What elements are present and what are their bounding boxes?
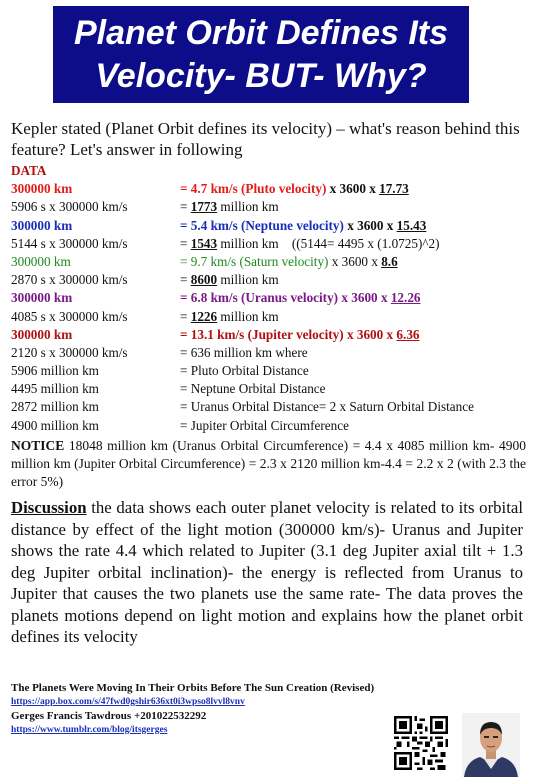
blog-link[interactable]: https://www.tumblr.com/blog/itsgerges <box>11 725 168 735</box>
row-mult: x 3600 x <box>328 253 382 269</box>
row-factor: 17.73 <box>379 181 409 197</box>
table-row <box>11 198 531 216</box>
row-left: 300000 km <box>11 253 71 269</box>
row-mult: x 3600 x <box>343 217 397 233</box>
row-left: 300000 km <box>11 217 73 233</box>
row-left: 300000 km <box>11 290 73 306</box>
row-left: 5906 s x 300000 km/s <box>11 199 128 215</box>
row-right <box>180 217 426 235</box>
row-value: = 6.8 km/s (Uranus velocity) <box>180 290 339 306</box>
table-row <box>11 344 531 362</box>
discussion-paragraph <box>11 497 523 648</box>
book-title: The Planets Were Moving In Their Orbits Before The Sun Creation (Revised) <box>11 682 375 694</box>
row-value: = <box>180 308 191 324</box>
table-row <box>11 380 531 398</box>
qr-code-icon <box>394 716 448 770</box>
row-right <box>180 326 420 344</box>
notice-text: 18048 million km (Uranus Orbital Circumference) = 4.4 x 4085 million km- 4900 million km (Jupiter Orbital Circumference) = 2.3 x 2120 million km-4.4 = 2.2 x 2 (with 2.3 the error 5%) <box>11 438 526 489</box>
table-row <box>11 253 531 271</box>
row-number: 1543 <box>190 235 218 251</box>
row-factor: 15.43 <box>396 217 427 233</box>
row-right: = Jupiter Orbital Circumference <box>180 417 349 433</box>
row-value: = 5.4 km/s (Neptune velocity) <box>180 217 344 233</box>
row-right <box>180 271 279 289</box>
row-number: 8600 <box>190 272 218 288</box>
row-value: = <box>180 199 191 215</box>
row-left: 5906 million km <box>11 363 99 379</box>
title-banner <box>53 6 469 103</box>
title-line-2: Velocity- BUT- Why? <box>95 57 427 95</box>
row-factor: 6.36 <box>396 326 420 342</box>
notice-paragraph <box>11 437 526 491</box>
table-row <box>11 398 531 416</box>
row-right <box>180 235 440 253</box>
row-note: ((5144= 4495 x (1.0725)^2) <box>278 235 440 251</box>
row-right <box>180 308 279 326</box>
author-photo <box>462 713 520 777</box>
row-left: 2120 s x 300000 km/s <box>11 344 128 360</box>
intro-text: Kepler stated (Planet Orbit defines its velocity) – what's reason behind this feature? Let's answer in following <box>11 119 520 159</box>
row-left: 300000 km <box>11 181 73 197</box>
table-row <box>11 180 531 198</box>
row-left: 4495 million km <box>11 381 99 397</box>
row-value: = 13.1 km/s (Jupiter velocity) <box>180 326 344 342</box>
discussion-text: the data shows each outer planet velocity is related to its orbital distance by effect of the light motion (300000 km/s)- Uranus and Jupiter shows the rate 4.4 which related to Jupiter (3.1 deg Jupiter axial tilt + 1.3 deg Jupiter orbital inclination)- the energy is reflected from Uranus to Jupiter that causes the two planets use the same rate- The data proves the planets motions depend on light motion and explains how the planet orbit defines its velocity <box>11 498 523 646</box>
table-row <box>11 289 531 307</box>
row-unit: million km <box>217 199 279 215</box>
row-left: 4900 million km <box>11 417 99 433</box>
discussion-label: Discussion <box>11 498 87 517</box>
row-value: = <box>180 235 191 251</box>
row-left: 4085 s x 300000 km/s <box>11 308 128 324</box>
row-right: = Uranus Orbital Distance= 2 x Saturn Orbital Distance <box>180 399 474 415</box>
row-value: = 9.7 km/s (Saturn velocity) <box>180 253 329 269</box>
table-row <box>11 326 531 344</box>
table-row <box>11 417 531 435</box>
row-left: 5144 s x 300000 km/s <box>11 235 128 251</box>
row-left: 2870 s x 300000 km/s <box>11 272 128 288</box>
row-right: = 636 million km where <box>180 344 308 360</box>
row-value: = <box>180 272 191 288</box>
row-number: 1773 <box>190 199 218 215</box>
row-right: = Pluto Orbital Distance <box>180 363 309 379</box>
row-left: 300000 km <box>11 326 73 342</box>
row-factor: 8.6 <box>381 253 398 269</box>
row-mult: x 3600 x <box>343 326 397 342</box>
table-row <box>11 271 531 289</box>
data-label: DATA <box>11 163 47 178</box>
book-link[interactable]: https://app.box.com/s/47fwd0gshir636xt0i3wpso8lvvl8vnv <box>11 697 245 707</box>
row-mult: x 3600 x <box>326 181 380 197</box>
row-right <box>180 180 409 198</box>
row-right <box>180 198 279 216</box>
table-row <box>11 217 531 235</box>
table-row <box>11 362 531 380</box>
row-unit: million km <box>217 272 279 288</box>
row-right <box>180 253 398 271</box>
row-factor: 12.26 <box>390 290 421 306</box>
data-table <box>11 162 531 435</box>
row-left: 2872 million km <box>11 399 99 415</box>
data-label-row <box>11 162 531 180</box>
table-row <box>11 308 531 326</box>
row-right: = Neptune Orbital Distance <box>180 381 326 397</box>
title-line-1: Planet Orbit Defines Its <box>73 14 449 52</box>
notice-label: NOTICE <box>11 438 65 453</box>
row-number: 1226 <box>190 308 218 324</box>
row-value: = 4.7 km/s (Pluto velocity) <box>180 181 327 197</box>
row-mult: x 3600 x <box>338 290 391 306</box>
row-right <box>180 289 421 307</box>
table-row <box>11 235 531 253</box>
row-unit: million km <box>217 235 279 251</box>
row-unit: million km <box>217 308 279 324</box>
author-line: Gerges Francis Tawdrous +201022532292 <box>11 710 207 722</box>
